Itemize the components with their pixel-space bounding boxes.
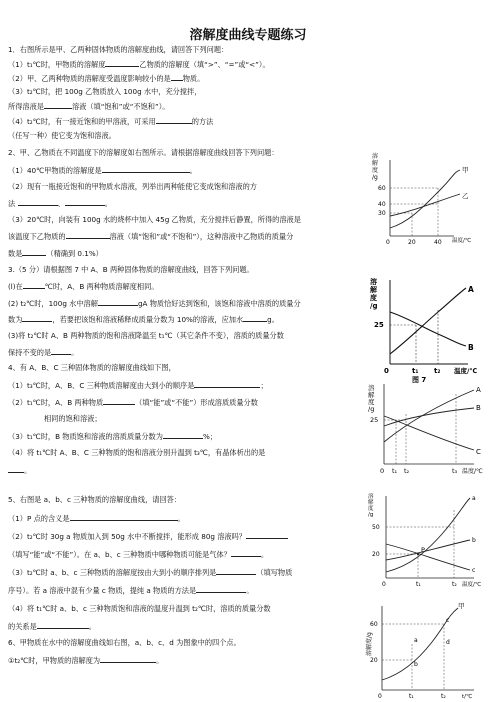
fig5-ytick-50: 50: [372, 524, 380, 531]
answer-blank[interactable]: [18, 198, 58, 206]
q1-part4-cont: [8, 131, 116, 140]
curve-A: [390, 288, 466, 354]
q5-part3-cont: [8, 585, 253, 595]
fig5-label-c: c: [472, 567, 476, 574]
curve-B: [384, 408, 474, 426]
curve-B: [390, 312, 466, 346]
q5-part2-cont: [8, 549, 268, 559]
q3-p2-text-b: gA 物质恰好达到饱和，该饱和溶液中溶质的质量分: [137, 299, 301, 308]
fig2-xtick-40: 40: [434, 239, 442, 246]
answer-blank[interactable]: [196, 585, 246, 593]
curve-C: [384, 416, 474, 450]
q4-p4-text: （4）将 t₁℃时 A、B、C 三种物质的饱和溶液分别升温到 t₃℃，有晶体析出的是: [8, 448, 266, 457]
answer-blank[interactable]: [22, 314, 52, 322]
q2-p2-text-c: 。: [104, 199, 112, 208]
q6-intro-text: 6、甲物质在水中的溶解度曲线如右图，a、b、c、d 为图象中的四个点。: [8, 638, 241, 647]
q1-part4: [8, 116, 213, 126]
q2-p3-text: （3）20℃时，向装有 100g 水的烧杯中加入 45g 乙物质，充分搅拌后静置，所得的溶液是: [8, 215, 301, 224]
q4-p3-text-a: （3）t₁℃时，B 物质饱和溶液的溶质质量分数为: [8, 432, 163, 441]
page-title: 溶解度曲线专题练习: [189, 28, 307, 43]
answer-blank[interactable]: [103, 397, 135, 405]
fig5-label-b: b: [472, 537, 476, 544]
answer-blank[interactable]: [243, 314, 267, 322]
fig3-xtick-t2: t₂: [434, 367, 441, 375]
fig6-xtick-t1: t₁: [409, 693, 414, 700]
fig5-label-a: a: [472, 495, 476, 502]
solubility-chart-q5: [366, 490, 492, 592]
fig5-ylabel-1: 溶: [368, 494, 374, 500]
fig3-ylabel-3: 度: [370, 294, 377, 302]
q5-part1: [8, 513, 185, 523]
q4-p1-text-a: （1）t₃℃时，A、B、C 三种物质溶解度由大到小的顺序是: [8, 381, 195, 390]
curve-a: [386, 498, 470, 572]
fig2-label-jia: 甲: [462, 166, 469, 174]
q3-p2-text-a: (2) t₂℃时，100g 水中溶解: [8, 299, 98, 308]
q6-part1: [8, 655, 163, 665]
q1-intro-text: 1．右图所示是甲、乙两种固体物质的溶解度曲线，请回答下列问题：: [8, 45, 229, 54]
q3-p2-text-d: ，若要把该饱和溶液稀释成质量分数为 10%的溶液，应加水: [52, 315, 244, 324]
q3-p3-text-b: 。: [71, 348, 79, 357]
answer-blank[interactable]: [246, 531, 288, 539]
q2-part1: [8, 165, 197, 175]
q3-p1-text-b: ℃时，A、B 两种物质溶解度相同。: [44, 282, 159, 291]
fig2-xlabel: 温度/℃: [452, 238, 472, 244]
q5-part4-cont: [8, 621, 96, 631]
q5-p3-text-b: （填写物质: [256, 568, 293, 577]
fig6-point-b: b: [414, 661, 418, 668]
fig4-xlabel: 温度/℃: [462, 468, 483, 475]
q1-p4-text-c: （任写一种）使它变为饱和溶液。: [8, 131, 116, 140]
q4-p2-text-b: （填“能”或“不能”）形成溶质质量分数: [135, 398, 258, 407]
q5-p3-text-c: 序号）。若 a 溶液中混有少量 c 物质，提纯 a 物质的方法是: [8, 586, 197, 595]
q5-p1-text-a: （1）P 点的含义是: [8, 514, 70, 523]
q4-part2-cont: [44, 414, 102, 423]
q3-p2-text-e: g。: [267, 315, 279, 324]
fig4-label-C: C: [476, 448, 481, 456]
q2-intro: [8, 148, 279, 157]
solubility-chart-q4: [366, 380, 492, 478]
q5-part3: [8, 567, 292, 577]
fig3-ylabel-2: 解: [370, 286, 377, 294]
fig4-ylabel-3: 度: [368, 398, 375, 406]
q2-p3-text-c: 数是: [8, 249, 23, 258]
answer-blank[interactable]: [156, 116, 192, 124]
fig3-ylabel-4: /g: [370, 302, 378, 310]
q1-part3: [8, 87, 201, 96]
q4-p4-text-b: 。: [24, 466, 32, 475]
fig6-ylabel: 溶解度/g: [366, 632, 373, 656]
fig5-xtick-0: 0: [382, 581, 386, 588]
q6-intro: [8, 638, 241, 647]
answer-blank[interactable]: [70, 513, 178, 521]
q3-part3-cont: [8, 347, 78, 357]
fig2-ytick-40: 40: [378, 201, 386, 208]
q2-part3-cont2: [8, 248, 103, 258]
q2-part3: [8, 215, 301, 224]
fig4-ylabel-2: 解: [368, 391, 375, 399]
answer-blank[interactable]: [194, 380, 260, 388]
q3-p3-text-a: 保持不变的是: [8, 348, 52, 357]
q5-p3-text-a: （3）t₂℃时 a、b、c 三种物质的溶解度按由大到小的顺序排列是: [8, 568, 217, 577]
solubility-chart-q2: [370, 150, 488, 248]
solubility-chart-q6: [362, 600, 492, 700]
fig5-ylabel-3: 度: [368, 506, 374, 512]
q4-p3-text-b: %；: [202, 432, 217, 441]
q2-part3-cont: [8, 231, 293, 241]
fig3-label-B: B: [468, 343, 474, 352]
fig6-point-d: d: [446, 639, 450, 646]
fig6-label-jia: 甲: [458, 602, 465, 610]
q4-p2-text-c: 相同的饱和溶液；: [44, 414, 102, 423]
answer-blank[interactable]: [37, 621, 89, 629]
q2-part2: [8, 182, 257, 191]
q2-p1-text-b: 。: [189, 166, 197, 175]
q2-p3-text-a: 该温度下乙物质的: [8, 232, 66, 241]
fig3-xlabel: 温度/℃: [454, 367, 478, 375]
fig4-xtick-t1: t₁: [392, 467, 398, 475]
fig6-ytick-20: 20: [370, 657, 378, 664]
q6-p1-text-b: 。: [156, 656, 164, 665]
q1-part1: [8, 59, 270, 69]
q1-part2: [8, 73, 204, 83]
fig6-point-c: c: [446, 617, 450, 624]
fig2-label-yi: 乙: [462, 192, 469, 200]
fig3-label-A: A: [468, 285, 474, 294]
q1-p4-text-a: （4）t₂℃时，有一接近饱和的甲溶液，可采用: [8, 117, 156, 126]
answer-blank[interactable]: [105, 59, 139, 67]
q5-part2: [8, 531, 288, 541]
fig3-xtick-t1: t₁: [412, 367, 419, 375]
q3-intro: [8, 265, 254, 274]
fig4-ylabel-1: 溶: [368, 384, 375, 392]
q1-part3-cont: [8, 101, 170, 111]
fig4-ytick-25: 25: [370, 416, 379, 424]
q5-p4-text-a: （4）将 t₁℃时 a、b、c 三种物质饱和溶液的温度升温到 t₂℃时，溶质的质量分数: [8, 604, 271, 613]
answer-blank[interactable]: [51, 347, 71, 355]
answer-blank[interactable]: [23, 281, 45, 289]
q4-intro-text: 4、有 A、B、C 三种固体物质的溶解度曲线如下图，: [8, 363, 176, 372]
q4-part4: [8, 448, 265, 457]
q5-intro-text: 5、右图是 a、b、c 三种物质的溶解度曲线，请回答：: [8, 495, 182, 504]
q6-p1-text-a: ①t₂℃时，甲物质的溶解度为: [8, 656, 101, 665]
q1-p3-text: （3）t₂℃时，把 100g 乙物质放入 100g 水中，充分搅拌，: [8, 87, 202, 96]
fig5-ytick-20: 20: [372, 551, 380, 558]
fig5-label-P: P: [421, 546, 425, 554]
q4-part1: [8, 380, 268, 390]
q3-p3-text: (3)将 t₂℃时 A、B 两种物质的饱和溶液降温至 t₁℃（其它条件不变），溶质的质量分数: [8, 331, 284, 340]
fig2-ylabel-3: 度: [372, 167, 379, 174]
answer-blank[interactable]: [44, 101, 72, 109]
q5-p2-text-b: （填写“能”或“不能”）。在 a、b、c 三种物质中哪种物质可能是气体？: [8, 550, 231, 559]
q5-p4-text-b: 的关系是: [8, 622, 37, 631]
fig5-xtick-t1: t₁: [416, 581, 421, 588]
fig6-xtick-t2: t₂: [441, 693, 446, 700]
q4-intro: [8, 363, 176, 372]
answer-blank[interactable]: [231, 549, 261, 557]
q5-part4: [8, 604, 271, 613]
q2-part2-cont: [8, 198, 112, 208]
q2-p1-text-a: （1）40℃甲物质的溶解度是: [8, 166, 102, 175]
q2-p3-text-d: （精确到 0.1%）: [46, 249, 103, 258]
fig5-xlabel: 温度/℃: [462, 582, 482, 588]
q4-part4-cont: [8, 465, 31, 475]
q5-p1-text-b: 。: [177, 514, 185, 523]
answer-blank[interactable]: [65, 198, 105, 206]
q5-p3-text-d: 。: [246, 586, 254, 595]
q4-p1-text-b: ；: [260, 381, 268, 390]
q4-part3: [8, 431, 217, 441]
fig3-ylabel-1: 溶: [370, 278, 377, 286]
fig2-ylabel-4: /g: [372, 174, 378, 181]
fig6-xtick-0: 0: [378, 693, 382, 700]
fig2-ylabel-1: 溶: [372, 153, 379, 160]
q3-intro-text: 3.（5 分）请根据图 7 中 A、B 两种固体物质的溶解度曲线，回答下列问题。: [8, 265, 254, 274]
q3-part2: [8, 298, 301, 308]
solubility-chart-fig7: [368, 272, 490, 384]
curve-jia: [390, 170, 460, 228]
q3-p2-text-c: 数为: [8, 315, 23, 324]
answer-blank[interactable]: [163, 431, 203, 439]
fig5-ylabel-4: /g: [368, 512, 374, 518]
fig4-xtick-t2: t₂: [404, 467, 410, 475]
q1-p1-text-b: 乙物质的溶解度（填“>”、“=”或“<”）。: [139, 60, 270, 69]
q1-intro: [8, 45, 228, 54]
fig2-xtick-20: 20: [408, 239, 416, 246]
q4-part2: [8, 397, 258, 407]
q2-p3-text-b: 溶液（填“饱和”或“不饱和”），这种溶液中乙物质的质量分: [109, 232, 294, 241]
answer-blank[interactable]: [98, 298, 138, 306]
q5-intro: [8, 495, 181, 504]
q3-part2-cont: [8, 314, 279, 324]
q1-p1-text-a: （1）t₁℃时，甲物质的溶解度: [8, 60, 106, 69]
fig6-point-a: a: [414, 637, 418, 644]
fig6-ytick-60: 60: [370, 621, 378, 628]
q1-p3-text-b: 溶液（填“饱和”或“不饱和”）。: [71, 102, 170, 111]
fig4-label-B: B: [476, 404, 481, 412]
q1-p4-text-b: 的方法: [191, 117, 214, 126]
fig2-ytick-30: 30: [378, 210, 386, 217]
fig3-caption: 图 7: [412, 376, 427, 384]
q1-p2-text-a: （2）甲、乙两种物质的溶解度受温度影响较小的是: [8, 74, 171, 83]
q2-intro-text: 2、甲、乙物质在不同温度下的溶解度如右图所示。请根据溶解度曲线回答下列问题：: [8, 148, 279, 157]
q2-p2-text-a: 法: [8, 199, 16, 208]
fig4-xtick-0: 0: [380, 467, 385, 475]
q4-p2-text-a: （2）t₁℃时，A、B 两种物质: [8, 398, 104, 407]
q3-part1: [8, 281, 158, 291]
answer-blank[interactable]: [66, 231, 110, 239]
answer-blank[interactable]: [22, 248, 46, 256]
fig2-ylabel-2: 解: [372, 160, 379, 167]
answer-blank[interactable]: [100, 655, 156, 663]
q2-p2-text-b: 、: [57, 199, 65, 208]
answer-blank[interactable]: [216, 567, 256, 575]
fig4-ylabel-4: /g: [368, 405, 375, 413]
q5-p2-text-c: 。: [260, 550, 269, 559]
answer-blank[interactable]: [171, 73, 183, 81]
fig2-xtick-0: 0: [386, 239, 390, 246]
fig5-xtick-t2: t₂: [452, 581, 457, 588]
fig3-xtick-0: 0: [384, 367, 389, 375]
q3-part3: [8, 331, 284, 340]
fig4-xtick-t3: t₃: [452, 467, 458, 475]
fig3-ytick-25: 25: [374, 321, 384, 329]
q5-p4-text-c: 。: [88, 622, 96, 631]
q3-p1-text-a: (l)在: [8, 282, 23, 291]
fig2-ytick-60: 60: [378, 185, 386, 192]
answer-blank[interactable]: [102, 165, 190, 173]
answer-blank[interactable]: [8, 465, 24, 473]
q1-p3-text-a: 所得溶液是: [8, 102, 44, 111]
fig4-label-A: A: [476, 386, 481, 394]
fig5-ylabel-2: 解: [368, 500, 374, 506]
point-P: [417, 553, 419, 555]
fig6-xlabel: t/℃: [462, 694, 473, 700]
q1-p2-text-b: 物质。: [182, 74, 205, 83]
q2-p2-text: （2）现有一瓶接近饱和的甲物质水溶液，列举出两种能使它变成饱和溶液的方: [8, 182, 257, 191]
q5-p2-text-a: （2）t₂℃时 30g a 物质加入到 50g 水中不断搅拌，能形成 80g 溶液吗？: [8, 532, 246, 541]
